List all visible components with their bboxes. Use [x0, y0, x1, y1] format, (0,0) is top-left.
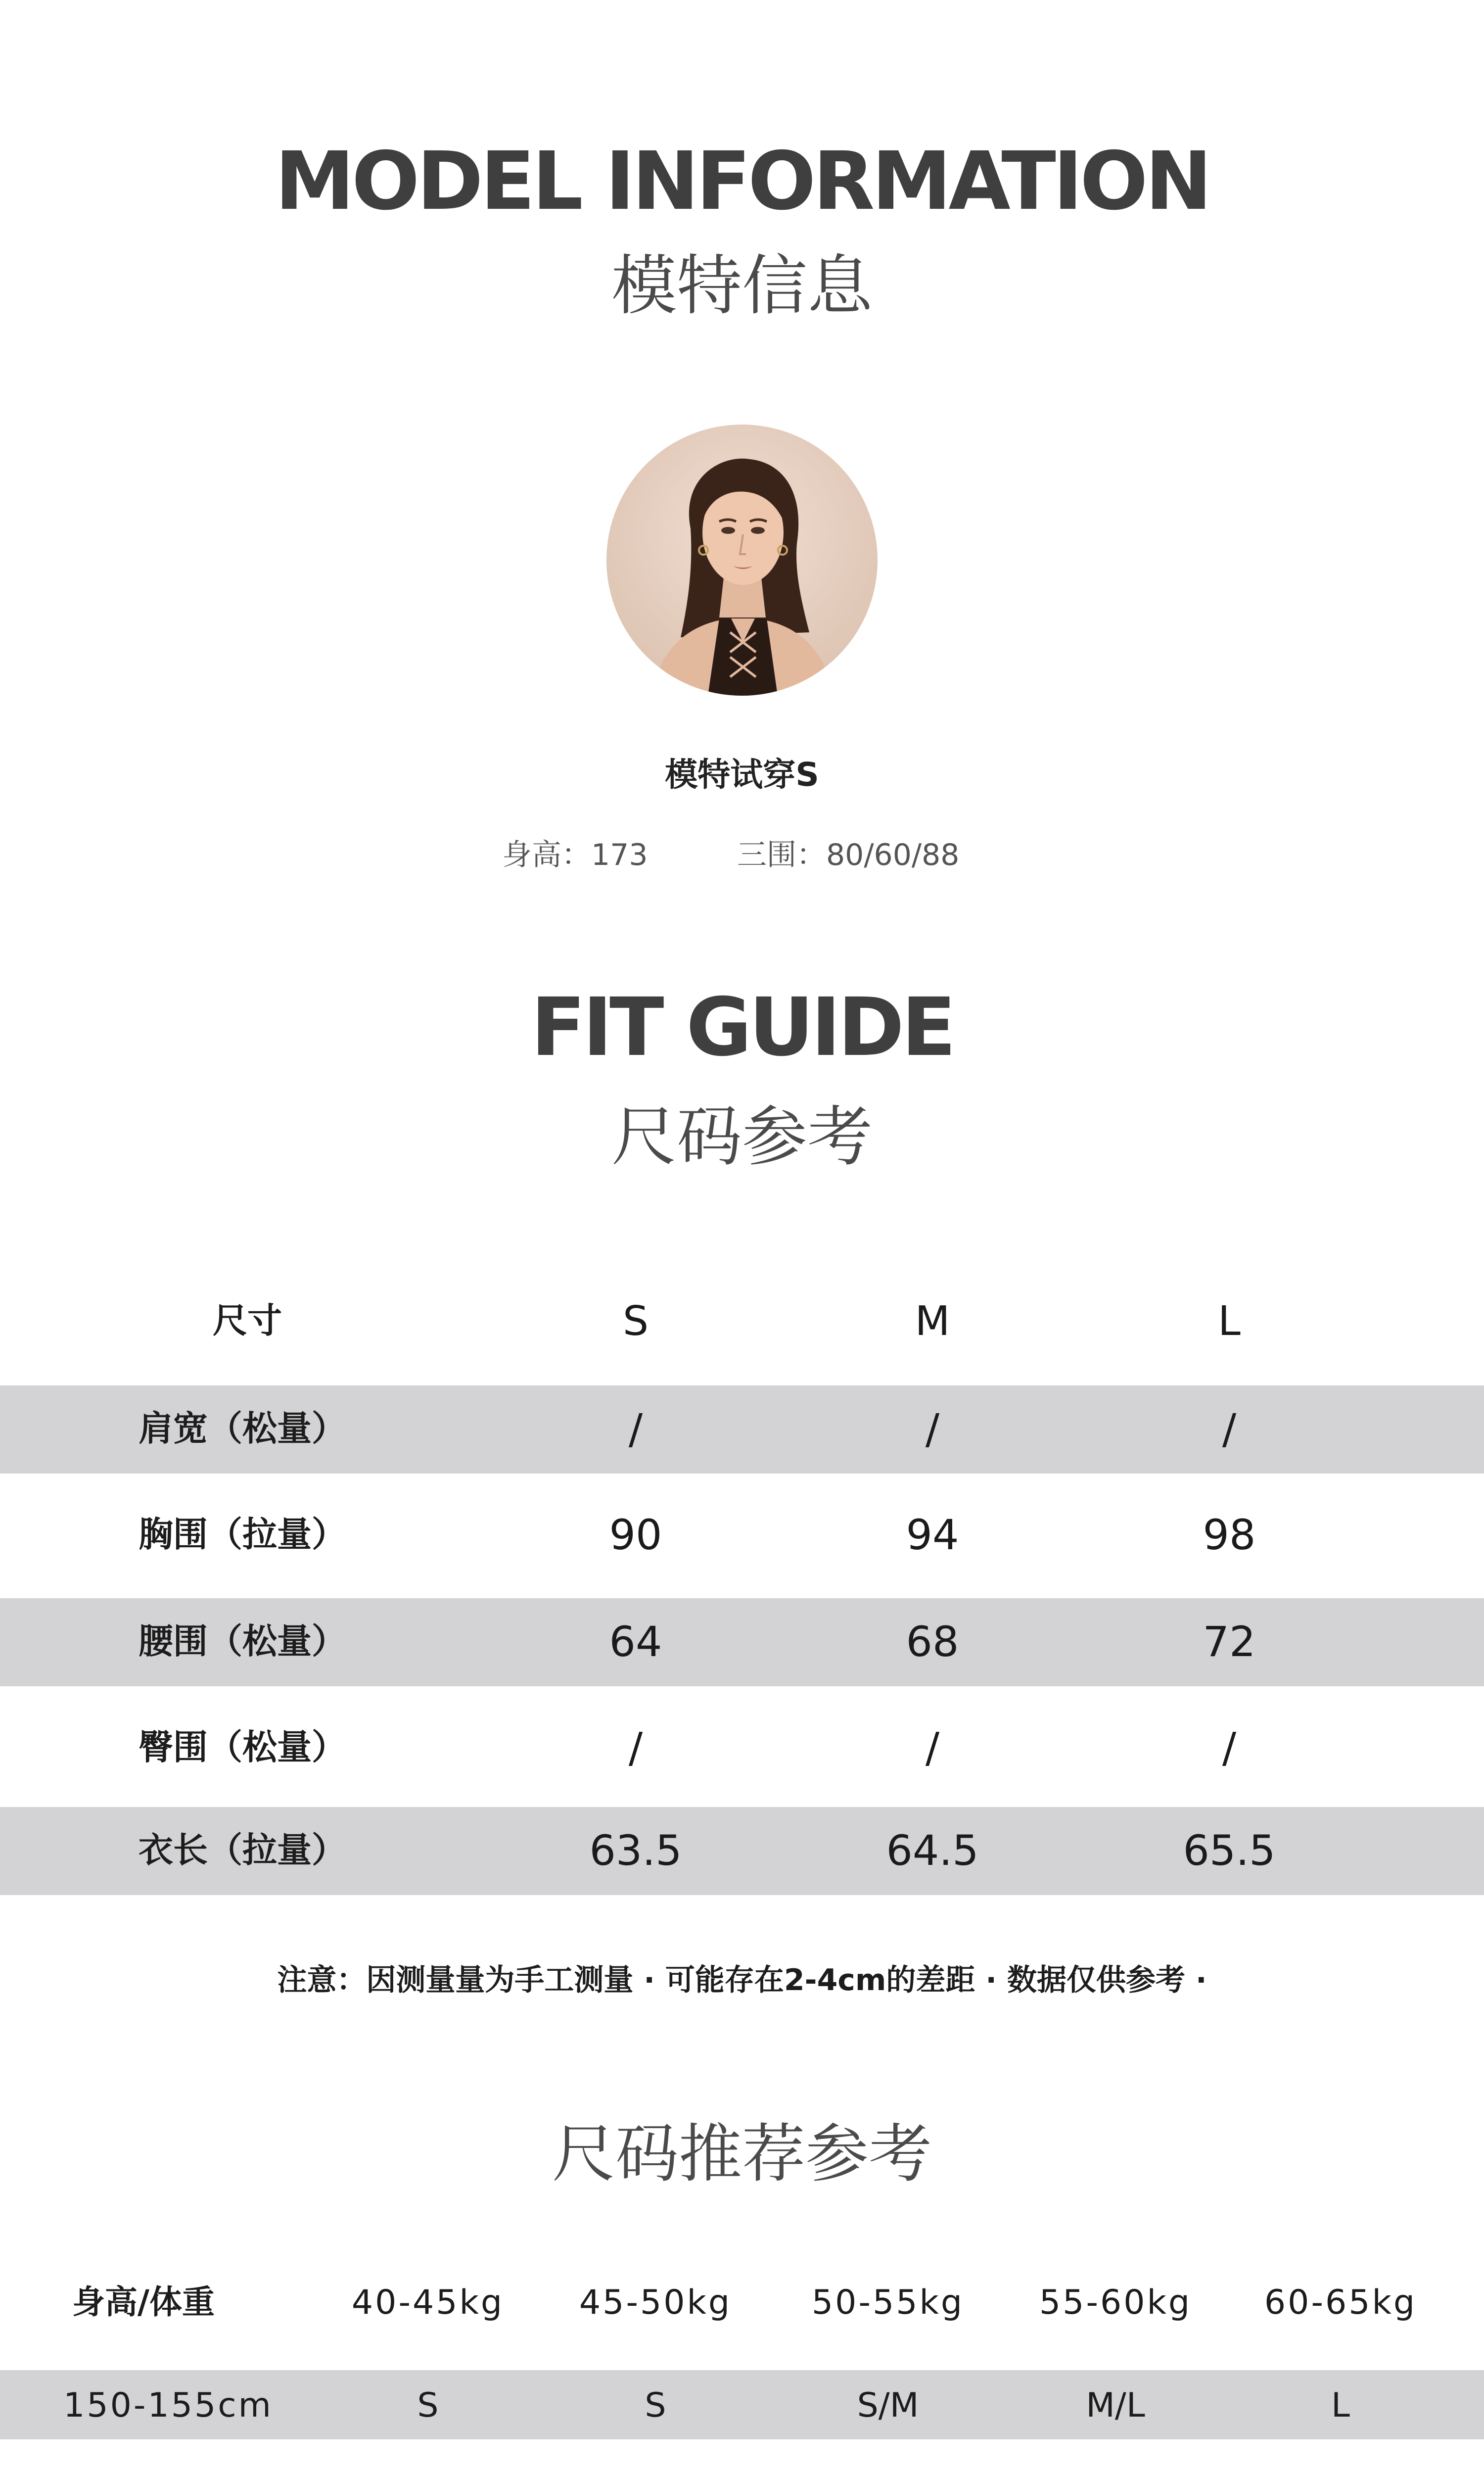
fit-cell: /: [1222, 1723, 1237, 1772]
fit-cell: 65.5: [1183, 1826, 1276, 1875]
model-measurements: 三围：80/60/88: [737, 838, 960, 872]
fit-cell: 94: [906, 1511, 959, 1559]
fit-row-label: 肩宽（松量）: [139, 1408, 346, 1449]
model-title-en: MODEL INFORMATION: [275, 135, 1209, 228]
fit-header-l: L: [1218, 1298, 1241, 1345]
fit-cell: 98: [1203, 1511, 1256, 1559]
fit-guide-note: 注意：因测量量为手工测量 · 可能存在2-4cm的差距 · 数据仅供参考 ·: [277, 1963, 1207, 1998]
rec-header-weight: 55-60kg: [1039, 2283, 1192, 2322]
fit-header-size: 尺寸: [213, 1300, 282, 1341]
fit-row-label: 腰围（松量）: [139, 1621, 346, 1662]
fit-cell: /: [925, 1723, 940, 1772]
fit-cell: 68: [906, 1618, 959, 1666]
fit-cell: 64.5: [886, 1826, 979, 1875]
fit-cell: /: [1222, 1405, 1237, 1453]
model-portrait-illustration: [606, 425, 878, 696]
fit-guide-title-cn: 尺码参考: [611, 1099, 873, 1175]
model-fit-size: 模特试穿S: [665, 756, 819, 794]
rec-header-weight: 50-55kg: [811, 2283, 965, 2322]
rec-cell: S: [417, 2386, 439, 2425]
rec-cell: L: [1331, 2386, 1350, 2425]
rec-header-weight: 45-50kg: [579, 2283, 732, 2322]
rec-cell: M/L: [1086, 2386, 1145, 2425]
fit-cell: 90: [609, 1511, 662, 1559]
fit-cell: 72: [1203, 1618, 1256, 1666]
fit-guide-table: [0, 1277, 1484, 1895]
model-height: 身高：173: [502, 838, 648, 872]
fit-cell: 64: [609, 1618, 662, 1666]
fit-cell: /: [925, 1405, 940, 1453]
fit-header-m: M: [915, 1298, 950, 1345]
recommend-table: [0, 2266, 1484, 2474]
rec-header-weight: 60-65kg: [1264, 2283, 1417, 2322]
rec-header-weight: 40-45kg: [351, 2283, 505, 2322]
fit-cell: /: [628, 1405, 643, 1453]
recommend-title: 尺码推荐参考: [552, 2117, 932, 2191]
fit-header-s: S: [622, 1298, 649, 1345]
model-title-cn: 模特信息: [611, 248, 873, 324]
rec-cell: S/M: [857, 2386, 919, 2425]
rec-cell: S: [645, 2386, 666, 2425]
fit-row-label: 臀围（松量）: [139, 1727, 346, 1767]
rec-header-height-weight: 身高/体重: [72, 2283, 215, 2321]
rec-row-label: 150-155cm: [63, 2386, 273, 2425]
fit-guide-title-en: FIT GUIDE: [531, 981, 953, 1074]
model-avatar: [606, 425, 878, 696]
fit-cell: /: [628, 1723, 643, 1772]
fit-row-label: 衣长（拉量）: [139, 1830, 346, 1870]
fit-row-label: 胸围（拉量）: [139, 1514, 346, 1555]
fit-cell: 63.5: [589, 1826, 682, 1875]
